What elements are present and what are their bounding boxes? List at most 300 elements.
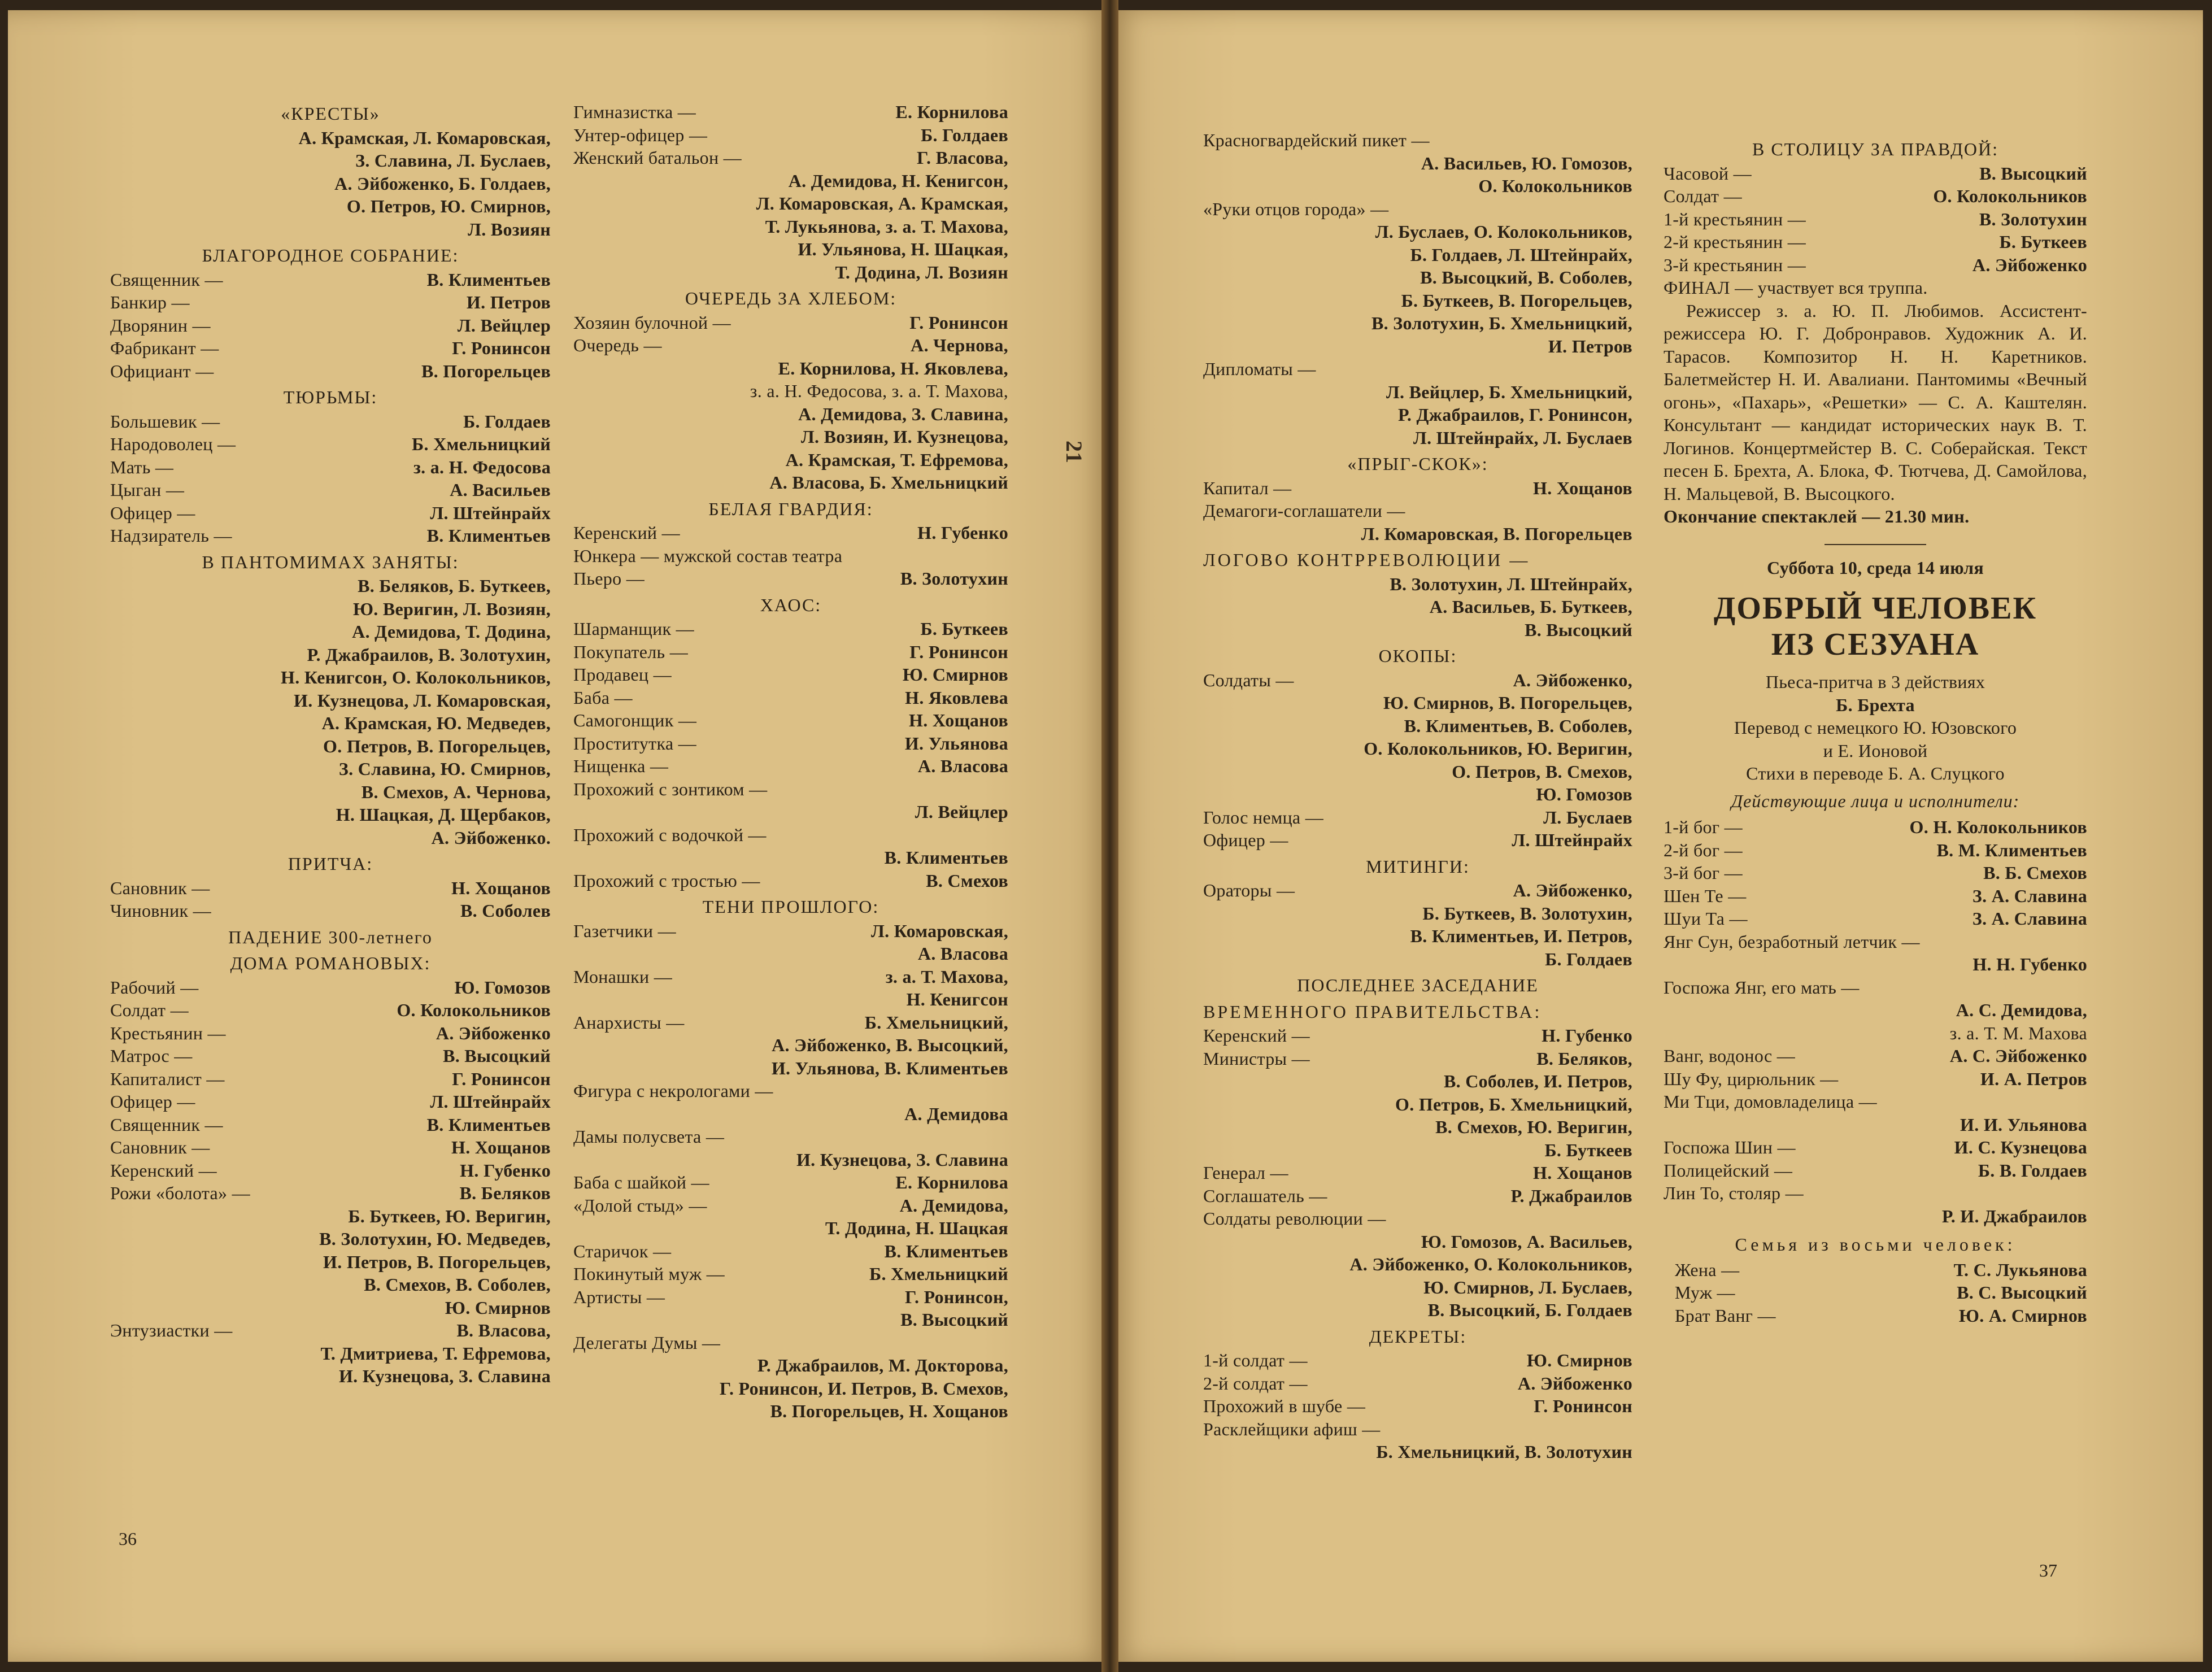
- role-label: Госпожа Янг, его мать —: [1664, 977, 1860, 998]
- performer-line: Т. Додина, Л. Возиян: [835, 262, 1008, 282]
- role-label: «Долой стыд» —: [573, 1195, 707, 1216]
- cast-row: [1203, 1418, 1632, 1441]
- cast-row: [1203, 669, 1632, 692]
- cast-row: [110, 291, 551, 314]
- performer-line: А. Крамская, Т. Ефремова,: [785, 449, 1008, 470]
- performer-line: Б. Голдаев, Л. Штейнрайх,: [1410, 244, 1632, 265]
- cast-row: [573, 1240, 1008, 1263]
- cast-row: [1675, 1259, 2087, 1282]
- performer-line: А. Эйбоженко, В. Высоцкий,: [772, 1035, 1008, 1055]
- performer-line: И. Петров, В. Погорельцев,: [323, 1251, 551, 1272]
- role-label: Газетчики —: [573, 920, 676, 941]
- performer-name: Б. Буткеев: [920, 619, 1008, 639]
- role-label: Госпожа Шин —: [1664, 1137, 1796, 1157]
- cast-row: [110, 1090, 551, 1113]
- cast-row: [1203, 129, 1632, 152]
- role-label: Дипломаты —: [1203, 359, 1316, 379]
- role-label: Солдат —: [110, 1000, 189, 1020]
- cast-row: [1664, 1044, 2087, 1068]
- performer-name: Л. Комаровская,: [870, 920, 1008, 941]
- cast-row: [110, 433, 551, 456]
- performer-line: О. Колокольников, Ю. Веригин,: [1364, 738, 1632, 759]
- family-list: [1664, 1259, 2087, 1327]
- role-label: Сановник —: [110, 1137, 210, 1157]
- performer-line: В. Климентьев: [884, 847, 1008, 868]
- role-label: Солдаты —: [1203, 669, 1294, 690]
- performer-line: Б. Буткеев: [1544, 1139, 1632, 1160]
- cast-row: [573, 755, 1008, 778]
- role-label: 1-й крестьянин —: [1664, 208, 1806, 229]
- performer-line: В. Высоцкий: [1525, 619, 1632, 640]
- performer-line: Н. Н. Губенко: [1972, 954, 2087, 974]
- performer-name: Ю. А. Смирнов: [1958, 1305, 2087, 1326]
- performer-line: З. Славина, Ю. Смирнов,: [338, 759, 551, 779]
- role-label: Очередь —: [573, 335, 662, 355]
- performer-line: В. Погорельцев, Н. Хощанов: [770, 1401, 1008, 1421]
- performer-line: Р. Джабраилов, В. Золотухин,: [307, 644, 551, 665]
- role-label: Голос немца —: [1203, 807, 1324, 828]
- role-label: Шу Фу, цирюльник —: [1664, 1068, 1839, 1089]
- role-label: Полицейский —: [1664, 1160, 1793, 1181]
- cast-row: [1203, 499, 1632, 522]
- performer-line: И. Петров: [1548, 336, 1632, 356]
- performer-line: В. Смехов, В. Соболев,: [364, 1274, 551, 1295]
- performer-line: И. Кузнецова, Л. Комаровская,: [294, 690, 551, 711]
- section-heading: «КРЕСТЫ»: [281, 103, 380, 124]
- performer-name: А. Власова: [917, 756, 1008, 776]
- role-label: Капиталист —: [110, 1068, 225, 1089]
- role-label: Офицер —: [1203, 830, 1288, 850]
- performer-name: А. Эйбоженко: [1972, 254, 2087, 275]
- performer-line: А. Эйбоженко, Б. Голдаев,: [334, 173, 551, 194]
- performer-name: З. А. Славина: [1972, 885, 2087, 906]
- performer-name: Г. Ронинсон: [452, 1068, 551, 1089]
- section-heading: В СТОЛИЦУ ЗА ПРАВДОЙ:: [1752, 139, 1999, 159]
- performer-line: И. Кузнецова, З. Славина: [338, 1366, 551, 1386]
- performer-name: Ю. Гомозов: [454, 977, 551, 998]
- role-label: Генерал —: [1203, 1162, 1288, 1183]
- cast-row: [573, 920, 1008, 943]
- cast-row: [1203, 1024, 1632, 1047]
- performer-line: И. И. Ульянова: [1960, 1114, 2087, 1135]
- section-heading: «ПРЫГ-СКОК»:: [1347, 454, 1488, 474]
- role-label: Дворянин —: [110, 315, 211, 336]
- role-label: Лин То, столяр —: [1664, 1183, 1804, 1203]
- cast-row: [110, 314, 551, 337]
- cast-row: [573, 778, 1008, 801]
- role-label: Энтузиастки —: [110, 1320, 233, 1340]
- performer-line: И. Ульянова, Н. Шацкая,: [798, 239, 1008, 259]
- section-heading: ТЕНИ ПРОШЛОГО:: [702, 896, 879, 917]
- performer-line: В. Смехов, Ю. Веригин,: [1435, 1117, 1632, 1137]
- page-number-left: 36: [119, 1529, 137, 1549]
- cast-row: [573, 311, 1008, 334]
- role-label: Прохожий с водочкой —: [573, 824, 767, 845]
- role-label: Дамы полусвета —: [573, 1126, 725, 1147]
- role-label: Офицер —: [110, 502, 195, 523]
- margin-mark: 21: [1061, 441, 1087, 463]
- performer-line: Р. Джабраилов, Г. Ронинсон,: [1398, 404, 1632, 425]
- performer-name: Б. Хмельницкий: [869, 1264, 1008, 1284]
- cast-row: [110, 410, 551, 433]
- performer-name: В. Власова,: [456, 1320, 551, 1340]
- section-heading: ПОСЛЕДНЕЕ ЗАСЕДАНИЕ: [1297, 975, 1539, 995]
- cast-row: [1203, 829, 1632, 852]
- performer-line: Л. Комаровская, В. Погорельцев: [1361, 523, 1632, 544]
- performer-name: Н. Губенко: [460, 1160, 551, 1181]
- cast-row: [573, 824, 1008, 847]
- performer-line: О. Петров, В. Погорельцев,: [323, 735, 551, 756]
- role-label: Гимназистка —: [573, 102, 696, 122]
- performer-line: В. Климентьев, И. Петров,: [1410, 926, 1632, 946]
- end-time: Окончание спектаклей — 21.30 мин.: [1664, 506, 1970, 526]
- role-label: Цыган —: [110, 480, 185, 500]
- role-label: Керенский —: [1203, 1025, 1310, 1046]
- role-label: Красногвардейский пикет —: [1203, 130, 1430, 150]
- role-label: Муж —: [1675, 1282, 1735, 1303]
- cast-row: [573, 521, 1008, 545]
- cast-row: [110, 268, 551, 291]
- performer-line: Н. Шацкая, Д. Щербаков,: [336, 804, 551, 825]
- section-heading: БЛАГОРОДНОЕ СОБРАНИЕ:: [202, 245, 459, 265]
- performer-name: Н. Хощанов: [1533, 1162, 1632, 1183]
- role-label: Ораторы —: [1203, 880, 1295, 900]
- right-column-1: [1203, 129, 1632, 1464]
- performer-line: А. Васильев, Б. Буткеев,: [1429, 596, 1632, 617]
- cast-row: [110, 1113, 551, 1137]
- performer-line: В. Золотухин, Ю. Медведев,: [319, 1229, 551, 1249]
- role-label: «Руки отцов города» —: [1203, 198, 1389, 219]
- performer-line: А. Демидова: [904, 1103, 1008, 1124]
- cast-row: [1664, 839, 2087, 862]
- cast-row: [1664, 230, 2087, 254]
- performance-dates: Суббота 10, среда 14 июля: [1767, 557, 1984, 578]
- cast-row: [110, 1319, 551, 1342]
- production-credits: Режиссер з. а. Ю. П. Любимов. Ассистент-режиссера Ю. Г. Добронравов. Художник А. И. Тарасов. Композитор Н. Н. Каретников. Балетмейстер Н. И. Авалиани. Пантомимы «Вечный огонь», «Пахарь», «Решетки» — С. А. Каштелян. Консультант — кандидат исторических наук В. Т. Логинов. Концертмейстер В. С. Соберайская. Текст песен Б. Брехта, А. Блока, Ф. Тютчева, Д. Самойлова, Н. Мальцевой, В. Высоцкого.: [1664, 300, 2087, 504]
- book-gutter: [1101, 0, 1118, 1672]
- performer-line: Р. Джабраилов, М. Докторова,: [757, 1355, 1008, 1375]
- performer-name: И. Ульянова: [904, 733, 1008, 754]
- performer-name: В. Высоцкий: [443, 1046, 551, 1066]
- cast-row: [1675, 1304, 2087, 1327]
- performer-name: В. Б. Смехов: [1983, 863, 2087, 883]
- cast-row: [1664, 185, 2087, 208]
- performer-name: Н. Хощанов: [451, 1137, 551, 1157]
- cast-row: [573, 1125, 1008, 1148]
- cast-row: [110, 877, 551, 900]
- performer-line: В. Золотухин, Б. Хмельницкий,: [1371, 313, 1632, 333]
- performer-name: И. Петров: [466, 292, 551, 312]
- role-label: Проститутка —: [573, 733, 696, 754]
- role-label: Прохожий с тростью —: [573, 870, 760, 891]
- role-label: Анархисты —: [573, 1012, 685, 1033]
- performer-line: А. Власова, Б. Хмельницкий: [769, 472, 1008, 493]
- cast-row: [110, 1044, 551, 1068]
- performer-name: Т. С. Лукьянова: [1953, 1259, 2087, 1280]
- performer-name: А. Эйбоженко,: [1513, 880, 1632, 900]
- performer-name: В. Климентьев: [426, 1114, 551, 1135]
- performer-name: Б. Хмельницкий: [412, 434, 551, 454]
- cast-row: [1203, 1349, 1632, 1372]
- capital-section: [1664, 138, 2087, 299]
- performer-line: А. Власова: [917, 943, 1008, 964]
- cast-row: [1664, 976, 2087, 999]
- performer-line: В. Соболев, И. Петров,: [1443, 1071, 1632, 1091]
- role-label: Народоволец —: [110, 434, 236, 454]
- performer-name: Н. Губенко: [1542, 1025, 1632, 1046]
- performer-name: О. Н. Колокольников: [1909, 817, 2087, 837]
- play-subtitle: Пьеса-притча в 3 действиях: [1765, 672, 1985, 692]
- performer-line: А. Крамская, Ю. Медведев,: [321, 713, 551, 733]
- cast-row: [110, 524, 551, 547]
- section-heading: ОЧЕРЕДЬ ЗА ХЛЕБОМ:: [685, 288, 897, 308]
- cast-row: [1203, 1161, 1632, 1185]
- role-label: Священник —: [110, 1114, 223, 1135]
- cast-row: [110, 899, 551, 922]
- role-label: Монашки —: [573, 966, 672, 987]
- performer-line: Н. Кенигсон: [906, 989, 1008, 1009]
- performer-line: А. Демидова, Т. Додина,: [352, 621, 551, 642]
- performer-line: А. Демидова, Н. Кенигсон,: [788, 170, 1008, 191]
- performer-line: Т. Лукьянова, з. а. Т. Махова,: [765, 216, 1008, 237]
- role-label: Министры —: [1203, 1048, 1310, 1069]
- role-label: Брат Ванг —: [1675, 1305, 1776, 1326]
- performer-line: Ю. Смирнов, Л. Буслаев,: [1423, 1277, 1632, 1297]
- performer-name: Г. Ронинсон: [1534, 1396, 1632, 1416]
- role-label: Банкир —: [110, 292, 190, 312]
- cast-row: [573, 146, 1008, 169]
- performer-name: Е. Корнилова: [895, 1172, 1008, 1192]
- performer-line: Б. Голдаев: [1545, 948, 1632, 969]
- performer-name: Г. Власова,: [916, 147, 1008, 168]
- performer-line: О. Петров, В. Смехов,: [1452, 761, 1632, 782]
- role-label: Капитал —: [1203, 477, 1292, 498]
- role-label: Керенский —: [573, 522, 680, 543]
- cast-row: [1664, 885, 2087, 908]
- performer-name: А. Эйбоженко: [1517, 1373, 1632, 1394]
- role-label: Расклейщики афиш —: [1203, 1418, 1381, 1439]
- performer-line: А. Васильев, Ю. Гомозов,: [1421, 153, 1632, 173]
- section-heading: ТЮРЬМЫ:: [283, 387, 378, 407]
- performer-name: Р. Джабраилов: [1510, 1185, 1632, 1206]
- performer-line: з. а. Т. М. Махова: [1949, 1022, 2087, 1043]
- cast-row: [1203, 358, 1632, 381]
- role-label: Большевик —: [110, 411, 220, 432]
- role-label: 1-й бог —: [1664, 817, 1743, 837]
- performer-name: Ю. Смирнов: [1526, 1350, 1632, 1370]
- role-label: Покинутый муж —: [573, 1264, 725, 1284]
- cast-row: [1664, 208, 2087, 231]
- performer-line: Л. Вейцлер, Б. Хмельницкий,: [1386, 381, 1632, 402]
- performer-name: Б. Буткеев: [1999, 232, 2087, 252]
- role-label: 1-й солдат —: [1203, 1350, 1308, 1370]
- performer-line: В. Климентьев, В. Соболев,: [1404, 715, 1632, 736]
- performer-line: Ю. Веригин, Л. Возиян,: [352, 598, 551, 619]
- role-label: Покупатель —: [573, 641, 689, 662]
- cast-row: [573, 567, 1008, 590]
- performer-line: О. Петров, Б. Хмельницкий,: [1395, 1094, 1632, 1114]
- translation-line-1: Перевод с немецкого Ю. Юзовского: [1734, 717, 2017, 738]
- role-label: Шуи Та —: [1664, 908, 1748, 929]
- cast-heading: Действующие лица и исполнители:: [1731, 790, 2020, 811]
- cast-row: [1203, 1372, 1632, 1395]
- cast-row: [110, 1136, 551, 1159]
- role-label: Шен Те —: [1664, 885, 1747, 906]
- role-label: Янг Сун, безработный летчик —: [1664, 931, 1920, 952]
- cast-row: [573, 1331, 1008, 1355]
- cast-row: [1664, 1068, 2087, 1091]
- cast-row: [1664, 254, 2087, 277]
- performer-line: Н. Кенигсон, О. Колокольников,: [281, 667, 551, 687]
- cast-row: [573, 1011, 1008, 1034]
- section-heading: В ПАНТОМИМАХ ЗАНЯТЫ:: [202, 551, 459, 572]
- cast-row: [573, 101, 1008, 124]
- section-heading: БЕЛАЯ ГВАРДИЯ:: [708, 498, 873, 519]
- performer-line: Т. Дмитриева, Т. Ефремова,: [320, 1343, 551, 1364]
- section-heading: ХАОС:: [760, 594, 822, 615]
- performer-name: А. Васильев: [450, 480, 551, 500]
- performer-name: Г. Ронинсон: [909, 641, 1008, 662]
- role-label: 3-й бог —: [1664, 863, 1743, 883]
- cast-row: [573, 869, 1008, 892]
- cast-row: [573, 686, 1008, 709]
- performer-line: Б. Буткеев, Ю. Веригин,: [348, 1205, 551, 1226]
- performer-name: О. Колокольников: [397, 1000, 551, 1020]
- performer-line: Ю. Смирнов, В. Погорельцев,: [1383, 693, 1632, 713]
- performer-name: А. С. Эйбоженко: [1949, 1046, 2087, 1066]
- section-heading: ДЕКРЕТЫ:: [1369, 1326, 1467, 1347]
- role-label: Офицер —: [110, 1091, 195, 1112]
- role-label: Пьеро —: [573, 568, 645, 589]
- performer-name: И. А. Петров: [1980, 1068, 2087, 1089]
- cast-row: [573, 617, 1008, 641]
- performer-line: Б. Буткеев, В. Золотухин,: [1422, 903, 1632, 924]
- performer-line: В. Смехов, А. Чернова,: [361, 781, 551, 802]
- performer-name: Н. Яковлева: [905, 687, 1008, 708]
- performer-name: А. Эйбоженко: [436, 1022, 551, 1043]
- performer-name: В. М. Климентьев: [1936, 839, 2087, 860]
- cast-row: [110, 1068, 551, 1091]
- role-label: Фабрикант —: [110, 338, 219, 358]
- performer-line: Л. Комаровская, А. Крамская,: [756, 193, 1008, 214]
- cast-row: [1203, 1207, 1632, 1230]
- role-label: Жена —: [1675, 1259, 1740, 1280]
- cast-row: [110, 976, 551, 999]
- cast-row: [573, 641, 1008, 664]
- performer-name: В. Золотухин: [900, 568, 1008, 589]
- performer-name: Ю. Смирнов: [902, 664, 1008, 685]
- performer-line: А. Эйбоженко, О. Колокольников,: [1349, 1254, 1632, 1274]
- cast-row: [110, 1182, 551, 1205]
- section-heading: МИТИНГИ:: [1366, 856, 1470, 877]
- left-column-2: [573, 101, 1008, 1423]
- role-label: Чиновник —: [110, 900, 211, 921]
- cast-row: [573, 1262, 1008, 1286]
- performer-line: Т. Додина, Н. Шацкая: [825, 1218, 1008, 1238]
- performer-name: В. Соболев: [460, 900, 551, 921]
- role-label: Солдаты революции —: [1203, 1208, 1386, 1229]
- role-label: Продавец —: [573, 664, 672, 685]
- role-label: Керенский —: [110, 1160, 217, 1181]
- performer-name: В. С. Высоцкий: [1957, 1282, 2087, 1303]
- performer-line: Л. Буслаев, О. Колокольников,: [1375, 221, 1632, 242]
- performer-name: Г. Ронинсон,: [904, 1286, 1008, 1307]
- performer-name: Б. В. Голдаев: [1978, 1160, 2087, 1181]
- cast-row: [1664, 276, 2087, 299]
- performer-line: Ю. Гомозов, А. Васильев,: [1421, 1231, 1632, 1252]
- cast-row: [1664, 1182, 2087, 1205]
- role-label: Сановник —: [110, 877, 210, 898]
- performer-line: Ю. Гомозов: [1536, 784, 1632, 804]
- role-label: Солдат —: [1664, 186, 1742, 206]
- role-label: Официант —: [110, 360, 214, 381]
- performer-name: Л. Штейнрайх: [1512, 830, 1632, 850]
- role-label: Матрос —: [110, 1046, 193, 1066]
- performer-line: В. Высоцкий, Б. Голдаев: [1427, 1300, 1632, 1320]
- cast-row: [1203, 879, 1632, 902]
- performer-name: Н. Губенко: [917, 522, 1008, 543]
- performer-line: В. Беляков, Б. Буткеев,: [358, 576, 551, 596]
- performer-line: З. Славина, Л. Буслаев,: [355, 150, 551, 171]
- cast-row: [573, 1194, 1008, 1217]
- performer-name: Л. Штейнрайх: [430, 1091, 551, 1112]
- verses-translation: Стихи в переводе Б. А. Слуцкого: [1746, 763, 2005, 783]
- role-label: 2-й солдат —: [1203, 1373, 1308, 1394]
- performer-line: А. С. Демидова,: [1956, 1000, 2087, 1020]
- performer-line: О. Петров, Ю. Смирнов,: [346, 196, 551, 216]
- performer-name: Г. Ронинсон: [909, 312, 1008, 333]
- performer-name: Л. Буслаев: [1543, 807, 1632, 828]
- performer-line: з. а. Н. Федосова, з. а. Т. Махова,: [750, 381, 1008, 401]
- performer-name: В. Климентьев: [426, 269, 551, 290]
- translation-line-2: и Е. Ионовой: [1823, 740, 1928, 761]
- cast-row: [110, 360, 551, 383]
- divider: [1825, 544, 1926, 545]
- role-label: Нищенка —: [573, 756, 669, 776]
- performer-line: А. Крамская, Л. Комаровская,: [298, 127, 551, 148]
- performer-line: А. Демидова, З. Славина,: [798, 403, 1008, 424]
- performer-name: В. Высоцкий: [1979, 163, 2087, 184]
- performer-name: А. Демидова,: [899, 1195, 1008, 1216]
- cast-row: [573, 732, 1008, 755]
- performer-line: Б. Хмельницкий, В. Золотухин: [1376, 1442, 1632, 1462]
- cast-row: [110, 502, 551, 525]
- cast-row: [573, 124, 1008, 147]
- cast-row: [1203, 1185, 1632, 1208]
- performer-name: Л. Штейнрайх: [430, 502, 551, 523]
- section-heading: ВРЕМЕННОГО ПРАВИТЕЛЬСТВА:: [1203, 1001, 1542, 1022]
- cast-row: [110, 999, 551, 1022]
- cast-row: [573, 709, 1008, 732]
- play-author: Б. Брехта: [1836, 694, 1915, 715]
- performer-name: Н. Хощанов: [1533, 477, 1632, 498]
- role-label: Баба —: [573, 687, 633, 708]
- role-label: Хозяин булочной —: [573, 312, 731, 333]
- cast-row: [1203, 806, 1632, 829]
- cast-row: [110, 337, 551, 360]
- performer-line: Б. Буткеев, В. Погорельцев,: [1401, 290, 1632, 311]
- role-label: Старичок —: [573, 1240, 672, 1261]
- performer-name: Л. Вейцлер: [457, 315, 551, 336]
- cast-row: [1664, 930, 2087, 953]
- performer-name: В. Климентьев: [426, 525, 551, 546]
- section-heading: ПАДЕНИЕ 300-летнего: [228, 926, 433, 947]
- role-label: Мать —: [110, 456, 174, 477]
- cast-row: [110, 1022, 551, 1045]
- performer-line: Р. И. Джабраилов: [1941, 1205, 2087, 1226]
- right-column-2: [1664, 134, 2087, 1327]
- role-label: Демагоги-соглашатели —: [1203, 500, 1405, 521]
